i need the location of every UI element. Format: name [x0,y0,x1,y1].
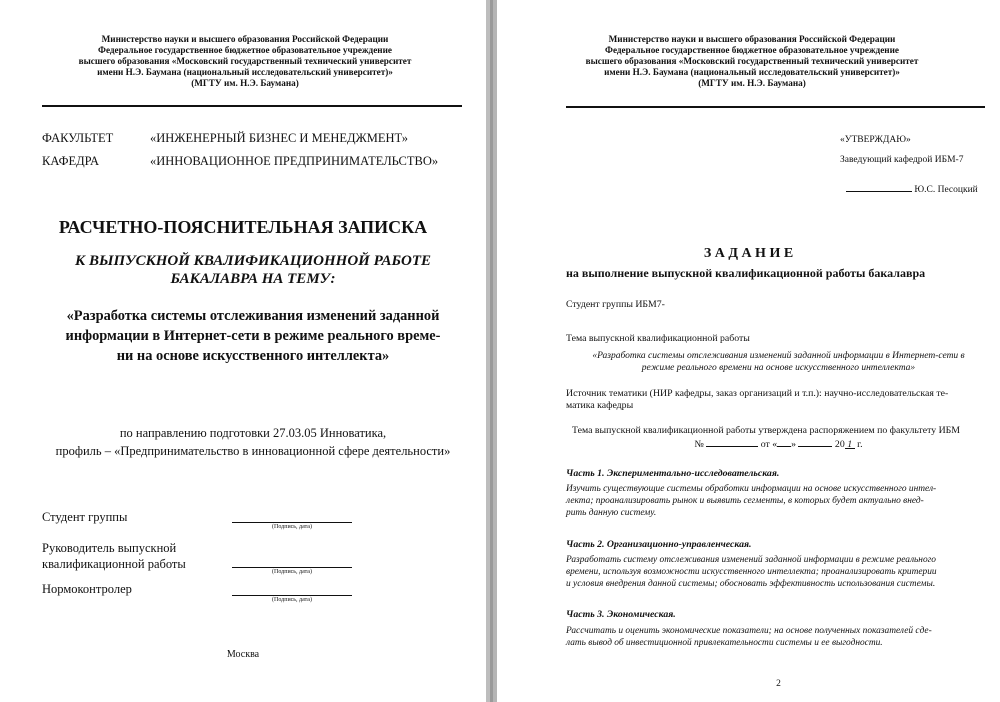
from-word: от « [760,439,778,450]
approve-stamp: «УТВЕРЖДАЮ» [840,135,911,145]
task-title: З А Д А Н И Е [703,246,794,261]
quote-close: » [791,439,797,450]
subtitle-line: БАКАЛАВРА НА ТЕМУ: [170,271,336,287]
direction-line: профиль – «Предпринимательство в инновационной сфере деятельности» [55,444,451,458]
head-signature-blank [846,182,912,192]
task-topic-line: режиме реального времени на основе искусственного интеллекта» [641,362,916,373]
part1-text [566,483,936,520]
faculty-value: «ИНЖЕНЕРНЫЙ БИЗНЕС И МЕНЕДЖМЕНТ» [150,131,409,145]
university-header [517,34,987,89]
header-line: (МГТУ им. Н.Э. Баумана) [698,78,806,88]
doc-title: РАСЧЕТНО-ПОЯСНИТЕЛЬНАЯ ЗАПИСКА [58,217,428,237]
supervisor-line: Руководитель выпускной [42,541,177,555]
month-blank [798,437,832,447]
part2-text [566,554,937,591]
part1-line: рить данную систему. [566,508,657,519]
topic-line: информации в Интернет-сети в режиме реального време- [65,328,441,344]
header-divider [42,105,462,107]
subtitle [0,252,506,288]
normcontrol-signature-line [232,595,352,596]
header-line: высшего образования «Московский государственный технический университет [585,56,919,66]
department-value: «ИННОВАЦИОННОЕ ПРЕДПРИНИМАТЕЛЬСТВО» [150,154,439,168]
head-name: Ю.С. Песоцкий [914,185,978,195]
supervisor-line: квалификационной работы [42,557,186,571]
header-line: (МГТУ им. Н.Э. Баумана) [191,78,299,88]
right-page [497,0,1000,702]
supervisor-label [42,540,186,572]
topic-line: «Разработка системы отслеживания изменений заданной [66,308,440,324]
work-topic [0,306,506,366]
part2-title: Часть 2. Организационно-управленческая. [566,539,752,550]
page-number: 2 [776,679,781,689]
student-label: Студент группы [42,510,128,524]
signature-caption: (Подпись, дата) [272,597,312,603]
student-group: Студент группы ИБМ7- [566,299,665,310]
topic-line: ни на основе искусственного интеллекта» [116,348,390,364]
head-of-department: Заведующий кафедрой ИБМ-7 [840,155,964,165]
direction-line: по направлению подготовки 27.03.05 Инноватика, [119,426,387,440]
faculty-label: ФАКУЛЬТЕТ [42,131,114,145]
part3-text [566,625,932,649]
part3-line: лать вывод об инвестиционной привлекательности системы и ее выгодности. [566,638,883,649]
source-line: Источник тематики (НИР кафедры, заказ организаций и т.п.): научно-исследовательская те- [566,388,949,399]
header-divider [566,106,985,108]
day-blank [777,437,791,447]
university-header [20,34,470,89]
signature-caption: (Подпись, дата) [272,524,312,530]
header-line: Министерство науки и высшего образования Российской Федерации [101,34,389,44]
department-label: КАФЕДРА [42,154,99,168]
page-gutter [486,0,497,702]
order-number-blank [706,437,758,447]
part2-line: Разработать систему отслеживания изменений заданной информации в режиме реального [566,555,936,565]
city: Москва [226,649,260,660]
year-digit: 1 [845,439,855,449]
header-line: высшего образования «Московский государственный технический университет [78,56,412,66]
approved-line: Тема выпускной квалификационной работы утверждена распоряжением по факультету ИБМ [572,425,960,436]
year-suffix: г. [857,439,863,450]
student-signature-line [232,522,352,523]
part1-title: Часть 1. Экспериментально-исследовательская. [566,468,780,479]
task-topic [566,351,991,374]
part3-title: Часть 3. Экономическая. [566,609,676,620]
signature-caption: (Подпись, дата) [272,569,312,575]
header-line: Министерство науки и высшего образования Российской Федерации [608,34,896,44]
source [566,388,948,412]
part3-line: Рассчитать и оценить экономические показатели; на основе полученных показателей сде- [566,626,932,636]
header-line: имени Н.Э. Баумана (национальный исследовательский университет)» [97,67,393,77]
number-sign: № [694,439,704,450]
task-subtitle: на выполнение выпускной квалификационной работы бакалавра [566,266,926,280]
left-page [0,0,486,702]
part1-line: лекта; проанализировать рынок и выявить сегменты, в которых будет актуально внед- [566,496,924,507]
part2-line: и условия внедрения данной системы; обосновать эффективность использования системы. [566,579,936,590]
header-line: Федеральное государственное бюджетное образовательное учреждение [605,45,899,55]
part1-line: Изучить существующие системы обработки информации на основе искусственного интел- [566,484,937,494]
header-line: имени Н.Э. Баумана (национальный исследовательский университет)» [604,67,900,77]
direction [0,424,506,460]
source-line: матика кафедры [566,400,634,412]
topic-label: Тема выпускной квалификационной работы [566,333,750,344]
supervisor-signature-line [232,567,352,568]
part2-line: времени, используя возможности искусственного интеллекта; проанализировать критерии [566,567,937,578]
header-line: Федеральное государственное бюджетное образовательное учреждение [98,45,392,55]
head-signature [846,182,978,195]
normcontrol-label: Нормоконтролер [42,582,132,596]
subtitle-line: К ВЫПУСКНОЙ КВАЛИФИКАЦИОННОЙ РАБОТЕ [75,253,431,269]
year-prefix: 20 [834,439,845,450]
approval-fields [497,437,1000,451]
task-topic-line: «Разработка системы отслеживания изменений заданной информации в Интернет-сети в [592,351,965,361]
